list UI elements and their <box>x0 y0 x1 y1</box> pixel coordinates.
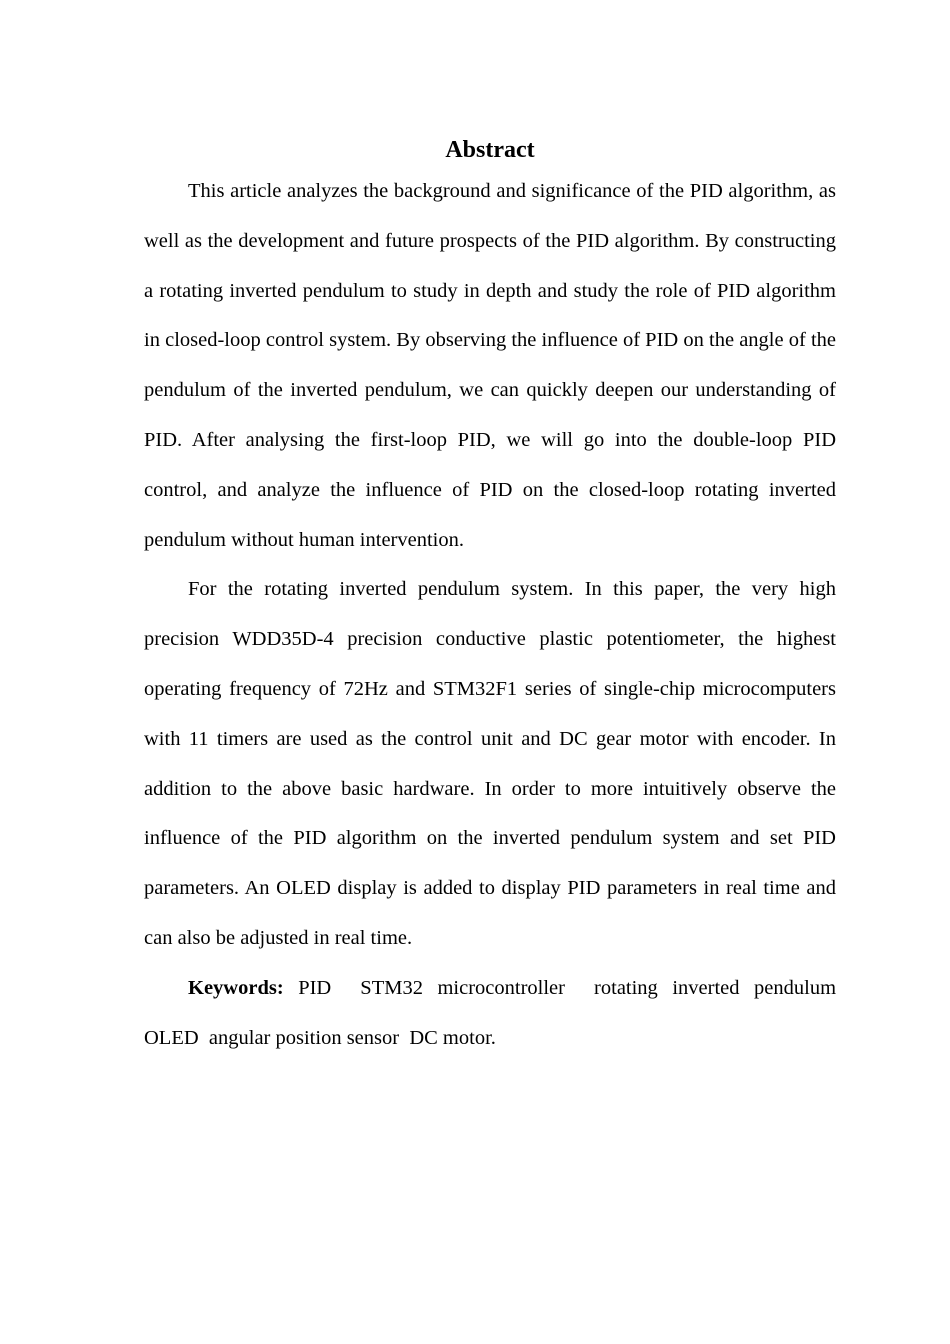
keyword-item: angular position sensor <box>208 1026 400 1049</box>
abstract-paragraph-1: This article analyzes the background and significance of the PID algorithm, as well as the development and future prospects of the PID algorithm. By constructing a rotating inverted pendulum to study in depth and study the role of PID algorithm in closed-loop control system. By observing the influence of PID on the angle of the pendulum of the inverted pendulum, we can quickly deepen our understanding of PID. After analysing the first-loop PID, we will go into the double-loop PID control, and analyze the influence of PID on the closed-loop rotating inverted pendulum without human intervention. <box>144 180 836 551</box>
abstract-paragraph-2: For the rotating inverted pendulum system. In this paper, the very high precision WDD35D-4 precision conductive plastic potentiometer, the highest operating frequency of 72Hz and STM32F1 series of single-chip microcomputers with 11 timers are used as the control unit and DC gear motor with encoder. In addition to the above basic hardware. In order to more intuitively observe the influence of the PID algorithm on the inverted pendulum system and set PID parameters. An OLED display is added to display PID parameters in real time and can also be adjusted in real time. <box>144 578 836 949</box>
keyword-item: DC motor. <box>409 1026 496 1049</box>
abstract-title: Abstract <box>445 137 535 163</box>
keyword-item: PID <box>298 976 332 999</box>
keyword-item: rotating inverted pendulum <box>594 976 837 999</box>
keyword-item: OLED <box>144 1026 199 1049</box>
keyword-item: STM32 microcontroller <box>360 976 565 999</box>
abstract-page <box>144 134 836 1063</box>
keywords-label: Keywords: <box>188 976 284 999</box>
keywords-paragraph <box>144 964 836 1064</box>
